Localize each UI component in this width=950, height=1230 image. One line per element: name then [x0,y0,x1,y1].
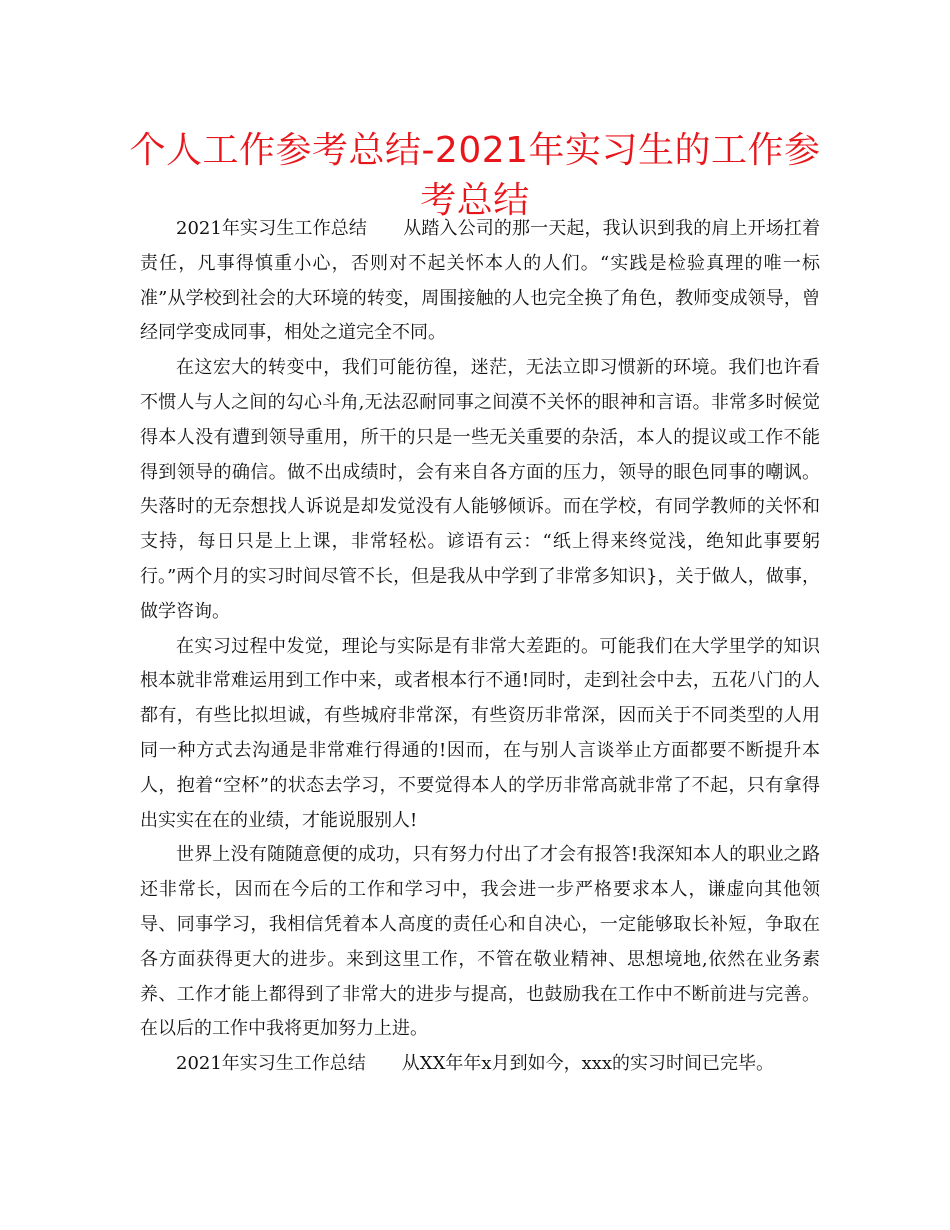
paragraph-1: 2021年实习生工作总结 从踏入公司的那一天起，我认识到我的肩上开场扛着责任，凡事得慎重小心，否则对不起关怀本人的人们。“实践是检验真理的唯一标准”从学校到社会的大环境的转变，周围接触的人也完全换了角色，教师变成领导，曾经同学变成同事，相处之道完全不同。 [140,218,820,344]
paragraph-4: 世界上没有随随意便的成功，只有努力付出了才会有报答!我深知本人的职业之路还非常长，因而在今后的工作和学习中，我会进一步严格要求本人，谦虚向其他领导、同事学习，我相信凭着本人高度的责任心和自决心，一定能够取长补短，争取在各方面获得更大的进步。来到这里工作，不管在敬业精神、思想境地,依然在业务素养、工作才能上都得到了非常大的进步与提高，也鼓励我在工作中不断前进与完善。在以后的工作中我将更加努力上进。 [140,844,820,1040]
paragraph-3: 在实习过程中发觉，理论与实际是有非常大差距的。可能我们在大学里学的知识根本就非常难运用到工作中来，或者根本行不通!同时，走到社会中去，五花八门的人都有，有些比拟坦诚，有些城府非常深，有些资历非常深，因而关于不同类型的人用同一种方式去沟通是非常难行得通的!因而，在与别人言谈举止方面都要不断提升本人，抱着“空杯”的状态去学习，不要觉得本人的学历非常高就非常了不起，只有拿得出实实在在的业绩，才能说服别人! [140,635,820,831]
paragraph-5: 2021年实习生工作总结 从XX年年x月到如今，xxx的实习时间已完毕。 [176,1053,775,1075]
document-body [140,212,820,1082]
document-title: 个人工作参考总结-2021年实习生的工作参考总结 [129,130,821,221]
paragraph-2: 在这宏大的转变中，我们可能彷徨，迷茫，无法立即习惯新的环境。我们也许看不惯人与人之间的勾心斗角,无法忍耐同事之间漠不关怀的眼神和言语。非常多时候觉得本人没有遭到领导重用，所干的只是一些无关重要的杂活，本人的提议或工作不能得到领导的确信。做不出成绩时，会有来自各方面的压力，领导的眼色同事的嘲讽。失落时的无奈想找人诉说是却发觉没有人能够倾诉。而在学校，有同学教师的关怀和支持，每日只是上上课，非常轻松。谚语有云：“纸上得来终觉浅，绝知此事要躬行。”两个月的实习时间尽管不长，但是我从中学到了非常多知识}，关于做人，做事，做学咨询。 [140,357,820,622]
